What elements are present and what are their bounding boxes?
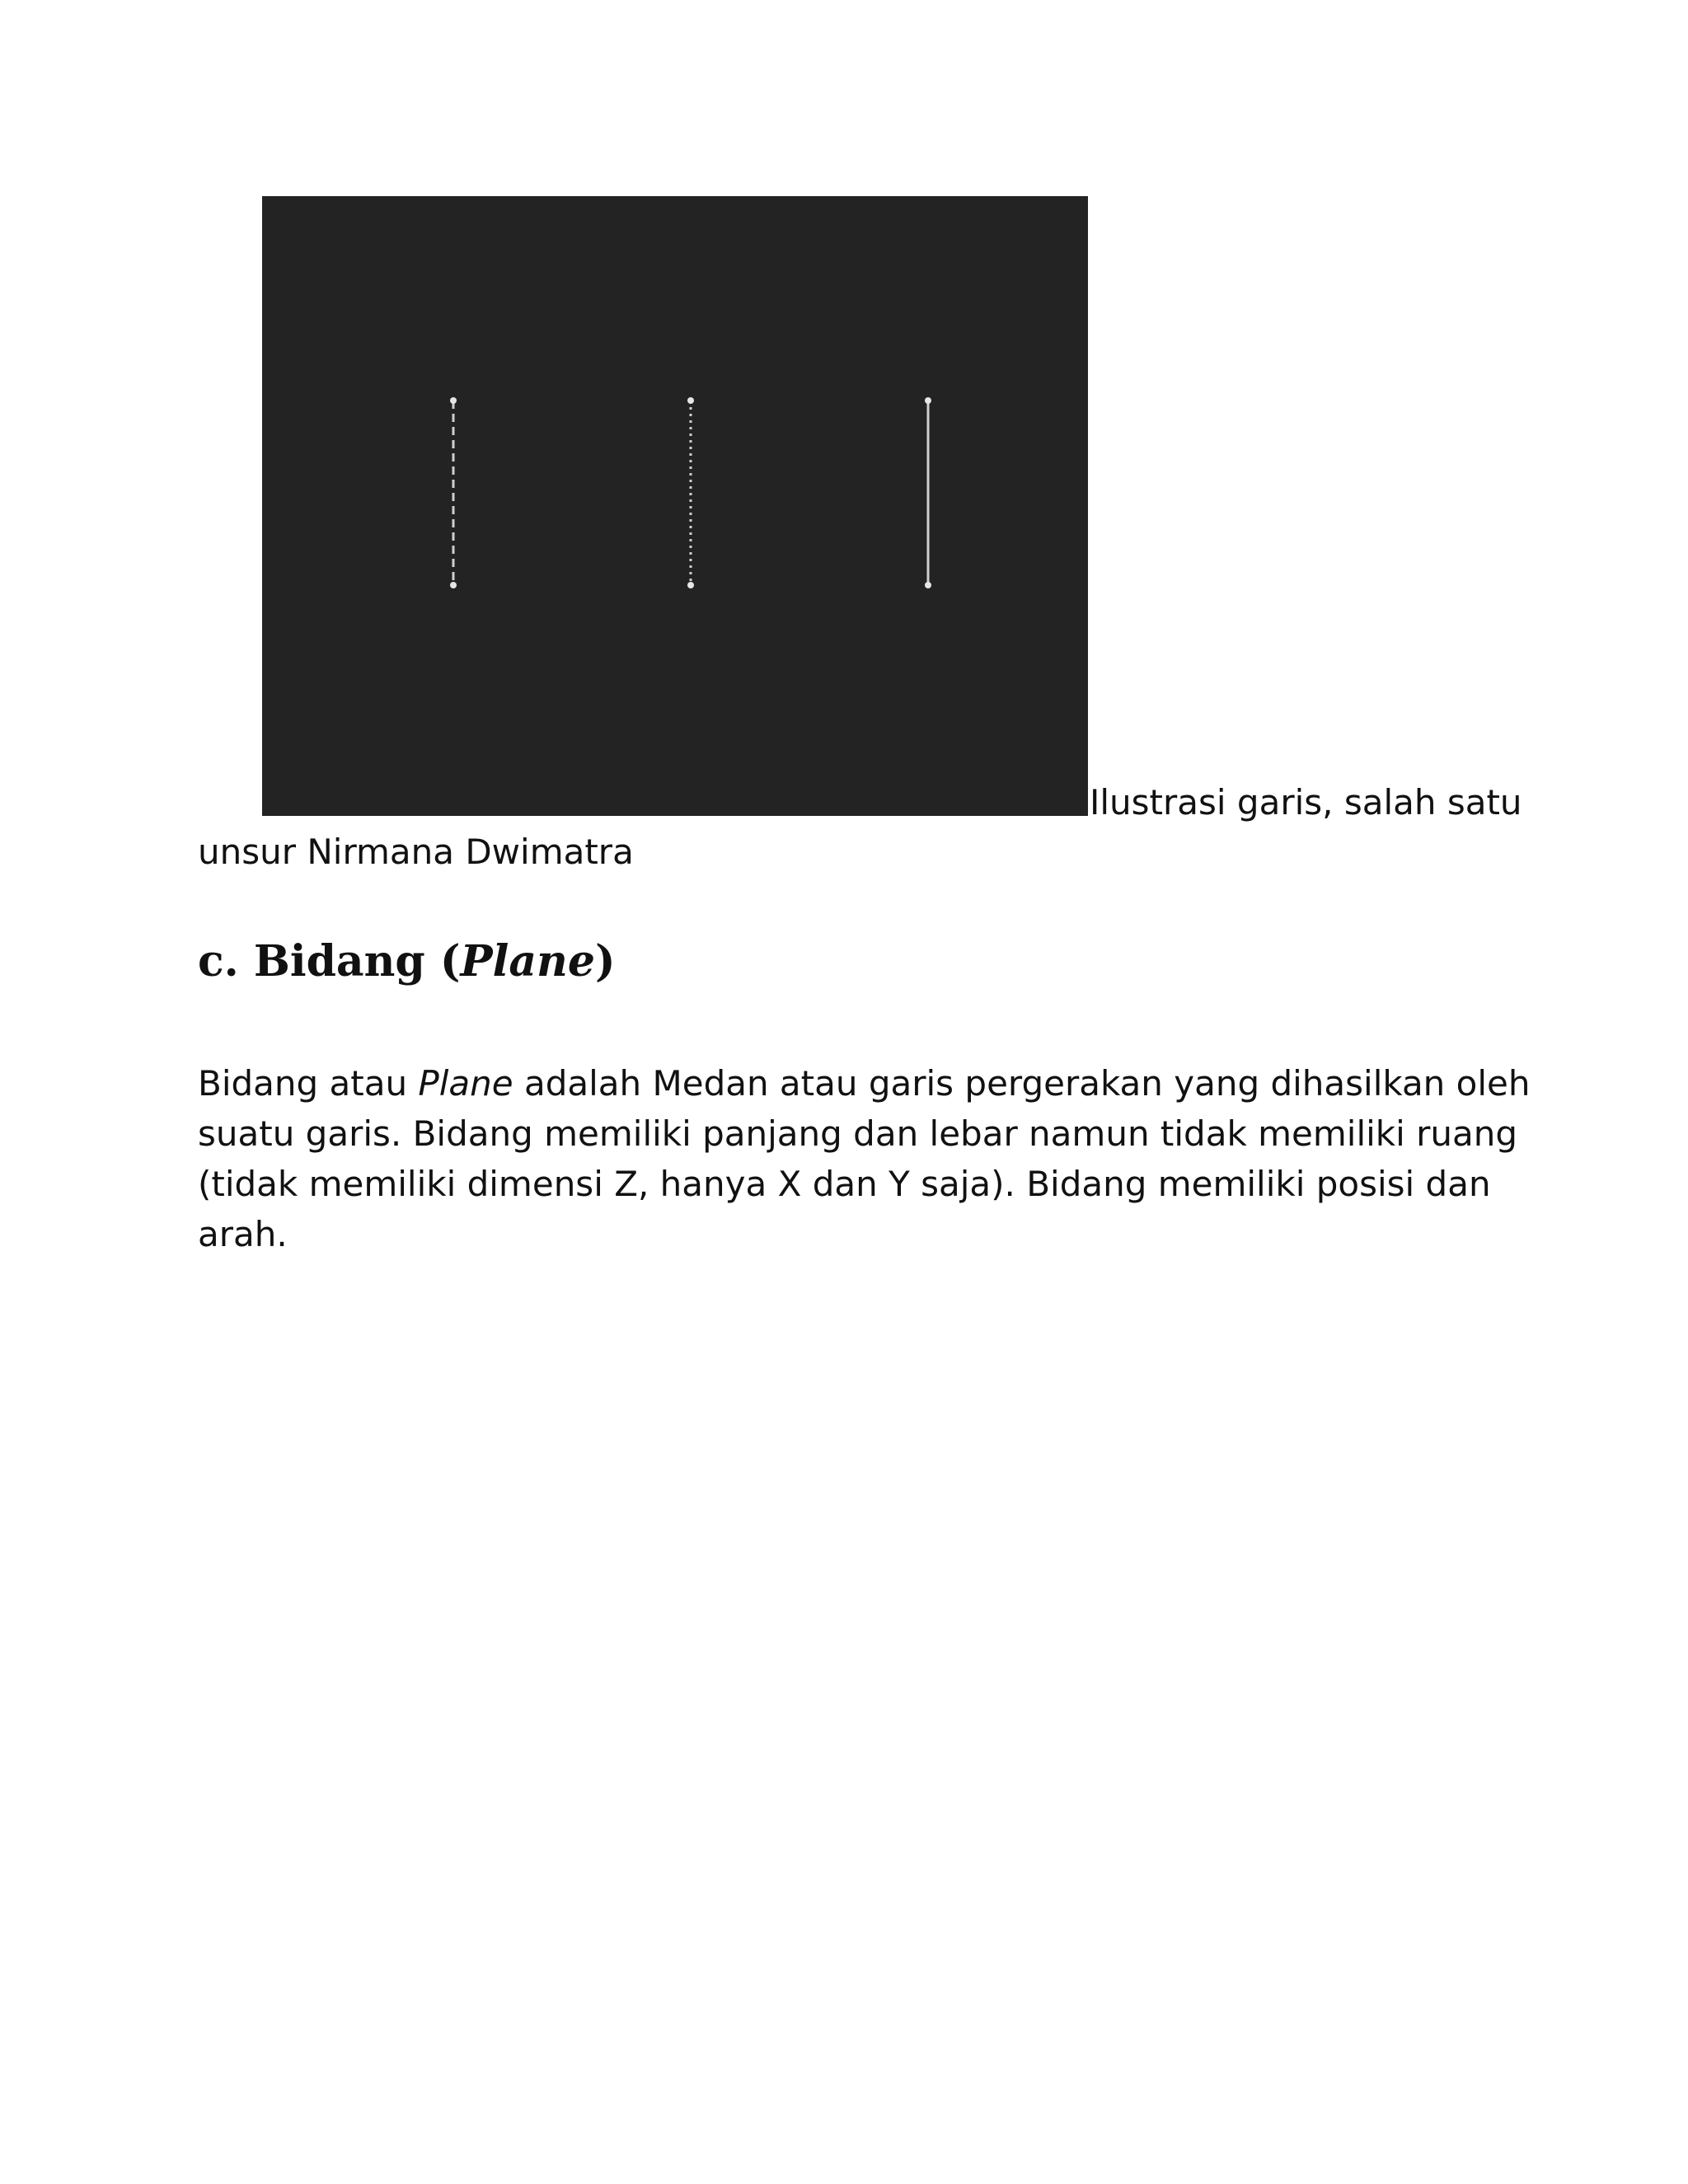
dotted-line-start-point (687, 397, 694, 404)
paragraph-line-4: arah. (198, 1214, 288, 1254)
section-heading-suffix: ) (594, 936, 616, 987)
section-heading-italic: Plane (460, 936, 595, 987)
paragraph-line-1-italic: Plane (418, 1063, 513, 1104)
paragraph-line-1-pre: Bidang atau (198, 1063, 419, 1104)
figure-caption-line-1: Ilustrasi garis, salah satu (1090, 782, 1522, 823)
solid-line-start-point (925, 397, 931, 404)
line-illustration-svg (262, 196, 1088, 816)
paragraph-line-3: (tidak memiliki dimensi Z, hanya X dan Y saja). Bidang memiliki posisi dan (198, 1164, 1491, 1204)
dotted-line-end-point (687, 582, 694, 588)
body-paragraph (198, 1058, 1531, 1259)
section-heading-prefix: c. Bidang ( (198, 936, 461, 987)
figure-caption-line-2: unsur Nirmana Dwimatra (198, 832, 634, 872)
paragraph-line-1 (198, 1058, 1531, 1108)
illustration-background (262, 196, 1088, 816)
dashed-line-end-point (450, 582, 457, 588)
paragraph-line-2: suatu garis. Bidang memiliki panjang dan lebar namun tidak memiliki ruang (198, 1113, 1518, 1154)
section-heading (198, 935, 616, 988)
paragraph-line-1-post: adalah Medan atau garis pergerakan yang dihasilkan oleh (513, 1063, 1531, 1104)
line-illustration (262, 196, 1088, 816)
dashed-line-start-point (450, 397, 457, 404)
solid-line-end-point (925, 582, 931, 588)
